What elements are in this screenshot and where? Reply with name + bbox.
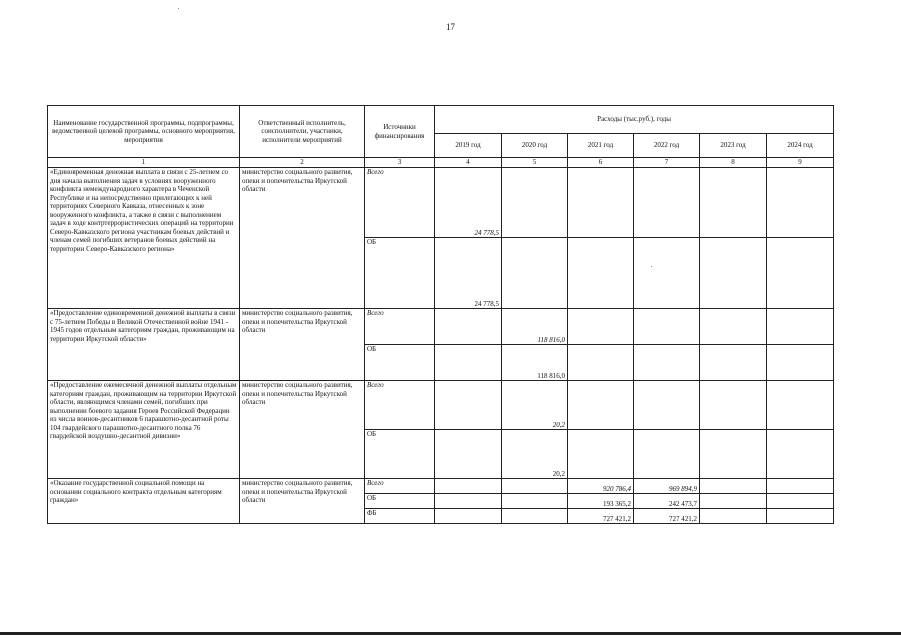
header-source: Источники финансирования [365, 106, 435, 158]
value-cell [767, 430, 834, 479]
value-cell: 193 365,2 [568, 494, 634, 509]
measure-name: «Единовременная денежная выплата в связи с 25-летием со дня начала выполнения задач в условиях вооруженного конфликта немеждународного характера в Чеченской Республике и на непосредственно прилегающих к ней территориях Северного Кавказа, отнесенных к зоне вооруженного конфликта, а также в связи с выполнением задач в ходе контртеррористических операций на территории Северо-Кавказского региона участникам боевых действий и членам семей погибших ветеранов боевых действий на территории Северо-Кавказского региона» [48, 168, 240, 309]
header-expenses: Расходы (тыс.руб.), годы [435, 106, 834, 134]
value-cell [767, 238, 834, 309]
column-number: 3 [365, 158, 435, 168]
column-number: 6 [568, 158, 634, 168]
table-row [48, 479, 834, 494]
column-number-row [48, 158, 834, 168]
value-cell: 727 421,2 [634, 509, 700, 524]
measure-name: «Предоставление единовременной денежной выплаты в связи с 75-летием Победы в Великой Отечественной войне 1941 - 1945 годов отдельным категориям граждан, проживающим на территории Иркутской области» [48, 309, 240, 381]
value-cell [700, 494, 767, 509]
budget-table [47, 105, 834, 524]
header-executor: Ответственный исполнитель, соисполнители, участники, исполнители мероприятий [240, 106, 365, 158]
table-row [48, 168, 834, 238]
value-cell [502, 168, 568, 238]
value-cell: 118 816,0 [502, 345, 568, 381]
value-cell [700, 381, 767, 430]
source-label: ОБ [365, 494, 435, 509]
value-cell [700, 168, 767, 238]
value-cell [435, 345, 502, 381]
source-label: Всего [365, 309, 435, 345]
value-cell [435, 381, 502, 430]
value-cell [700, 430, 767, 479]
table-row [48, 381, 834, 430]
value-cell [435, 479, 502, 494]
value-cell [634, 345, 700, 381]
value-cell [568, 430, 634, 479]
source-label: ФБ [365, 509, 435, 524]
value-cell [700, 345, 767, 381]
value-cell [634, 381, 700, 430]
value-cell [767, 381, 834, 430]
value-cell: 242 473,7 [634, 494, 700, 509]
value-cell [568, 238, 634, 309]
value-cell [634, 238, 700, 309]
value-cell [502, 238, 568, 309]
value-cell [700, 479, 767, 494]
header-year: 2021 год [568, 134, 634, 158]
source-label: Всего [365, 168, 435, 238]
scan-speck [178, 8, 179, 9]
page-number: 17 [446, 22, 455, 32]
column-number: 7 [634, 158, 700, 168]
source-label: Всего [365, 381, 435, 430]
value-cell [700, 509, 767, 524]
header-year: 2022 год [634, 134, 700, 158]
value-cell [502, 509, 568, 524]
value-cell: 727 421,2 [568, 509, 634, 524]
value-cell [767, 509, 834, 524]
measure-executor: министерство социального развития, опеки и попечительства Иркутской области [240, 168, 365, 309]
value-cell [634, 168, 700, 238]
value-cell [634, 430, 700, 479]
value-cell [568, 168, 634, 238]
value-cell [568, 345, 634, 381]
column-number: 5 [502, 158, 568, 168]
table-row [48, 309, 834, 345]
column-number: 2 [240, 158, 365, 168]
value-cell: 118 816,0 [502, 309, 568, 345]
value-cell [700, 238, 767, 309]
measure-executor: министерство социального развития, опеки и попечительства Иркутской области [240, 381, 365, 479]
header-name: Наименование государственной программы, подпрограммы, ведомственной целевой программы, основного мероприятия, мероприятия [48, 106, 240, 158]
value-cell: 920 786,4 [568, 479, 634, 494]
value-cell: 20,2 [502, 381, 568, 430]
value-cell [767, 345, 834, 381]
value-cell [568, 309, 634, 345]
value-cell [767, 494, 834, 509]
source-label: Всего [365, 479, 435, 494]
value-cell [435, 494, 502, 509]
column-number: 8 [700, 158, 767, 168]
value-cell [767, 168, 834, 238]
source-label: ОБ [365, 238, 435, 309]
value-cell [435, 309, 502, 345]
value-cell [767, 309, 834, 345]
column-number: 9 [767, 158, 834, 168]
value-cell [634, 309, 700, 345]
scan-speck [651, 266, 652, 267]
value-cell [568, 381, 634, 430]
header-year: 2023 год [700, 134, 767, 158]
source-label: ОБ [365, 345, 435, 381]
value-cell [435, 430, 502, 479]
source-label: ОБ [365, 430, 435, 479]
value-cell: 24 778,5 [435, 168, 502, 238]
value-cell [767, 479, 834, 494]
column-number: 1 [48, 158, 240, 168]
scan-edge-line [0, 632, 901, 635]
header-year: 2019 год [435, 134, 502, 158]
value-cell [502, 479, 568, 494]
value-cell [435, 509, 502, 524]
header-year: 2020 год [502, 134, 568, 158]
value-cell: 24 778,5 [435, 238, 502, 309]
column-number: 4 [435, 158, 502, 168]
value-cell: 20,2 [502, 430, 568, 479]
measure-name: «Оказание государственной социальной помощи на основании социального контракта отдельным категориям граждан» [48, 479, 240, 524]
measure-name: «Предоставление ежемесячной денежной выплаты отдельным категориям граждан, проживающим на территории Иркутской области, являющимся членами семей, погибших при выполнении боевого задания Героев Российской Федерации из числа воинов-десантников 6 парашютно-десантной роты 104 гвардейского парашютно-десантного полка 76 гвардейской воздушно-десантной дивизии» [48, 381, 240, 479]
value-cell [502, 494, 568, 509]
measure-executor: министерство социального развития, опеки и попечительства Иркутской области [240, 479, 365, 524]
value-cell: 969 894,9 [634, 479, 700, 494]
value-cell [700, 309, 767, 345]
measure-executor: министерство социального развития, опеки и попечительства Иркутской области [240, 309, 365, 381]
header-year: 2024 год [767, 134, 834, 158]
